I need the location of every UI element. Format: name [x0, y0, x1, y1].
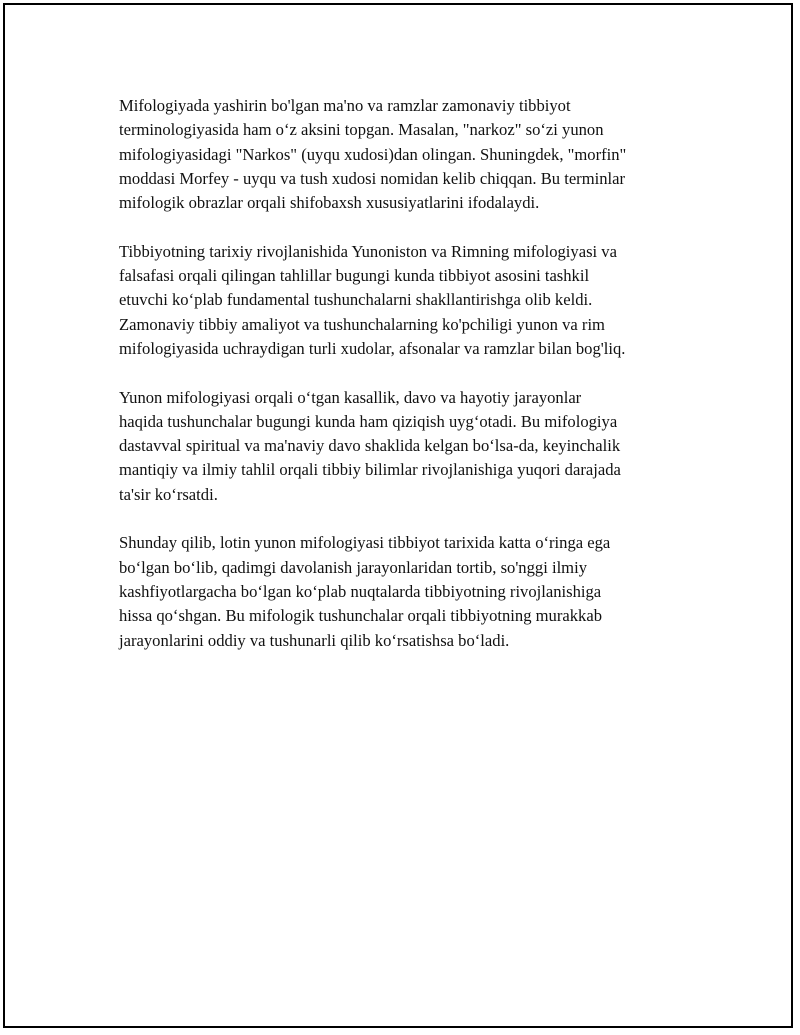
paragraph-4: Shunday qilib, lotin yunon mifologiyasi tibbiyot tarixida katta o‘ringa ega bo‘lgan bo‘lib, qadimgi davolanish jarayonlaridan tortib, so'nggi ilmiy kashfiyotlargacha bo‘lgan ko‘plab nuqtalarda tibbiyotning rivojlanishiga hissa qo‘shgan. Bu mifologik tushunchalar orqali tibbiyotning murakkab jarayonlarini oddiy va tushunarli qilib ko‘rsatishsa bo‘ladi.	[119, 533, 611, 650]
paragraph-1: Mifologiyada yashirin bo'lgan ma'no va ramzlar zamonaviy tibbiyot terminologiyasida ham o‘z aksini topgan. Masalan, "narkoz" so‘zi yunon mifologiyasidagi "Narkos" (uyqu xudosi)dan olingan. Shuningdek, "morfin" moddasi Morfey - uyqu va tush xudosi nomidan kelib chiqqan. Bu terminlar mifologik obrazlar orqali shifobaxsh xususiyatlarini ifodalaydi.	[119, 96, 627, 213]
paragraph-3: Yunon mifologiyasi orqali o‘tgan kasallik, davo va hayotiy jarayonlar haqida tushunchalar bugungi kunda ham qiziqish uyg‘otadi. Bu mifologiya dastavval spiritual va ma'naviy davo shaklida kelgan bo‘lsa-da, keyinchalik mantiqiy va ilmiy tahlil orqali tibbiy bilimlar rivojlanishiga yuqori darajada ta'sir ko‘rsatdi.	[119, 387, 621, 504]
paragraph-2: Tibbiyotning tarixiy rivojlanishida Yunoniston va Rimning mifologiyasi va falsafasi orqali qilingan tahlillar bugungi kunda tibbiyot asosini tashkil etuvchi ko‘plab fundamental tushunchalarni shakllantirishga olib keldi. Zamonaviy tibbiy amaliyot va tushunchalarning ko'pchiligi yunon va rim mifologiyasida uchraydigan turli xudolar, afsonalar va ramzlar bilan bog'liq.	[119, 241, 626, 358]
document-body	[119, 94, 699, 677]
